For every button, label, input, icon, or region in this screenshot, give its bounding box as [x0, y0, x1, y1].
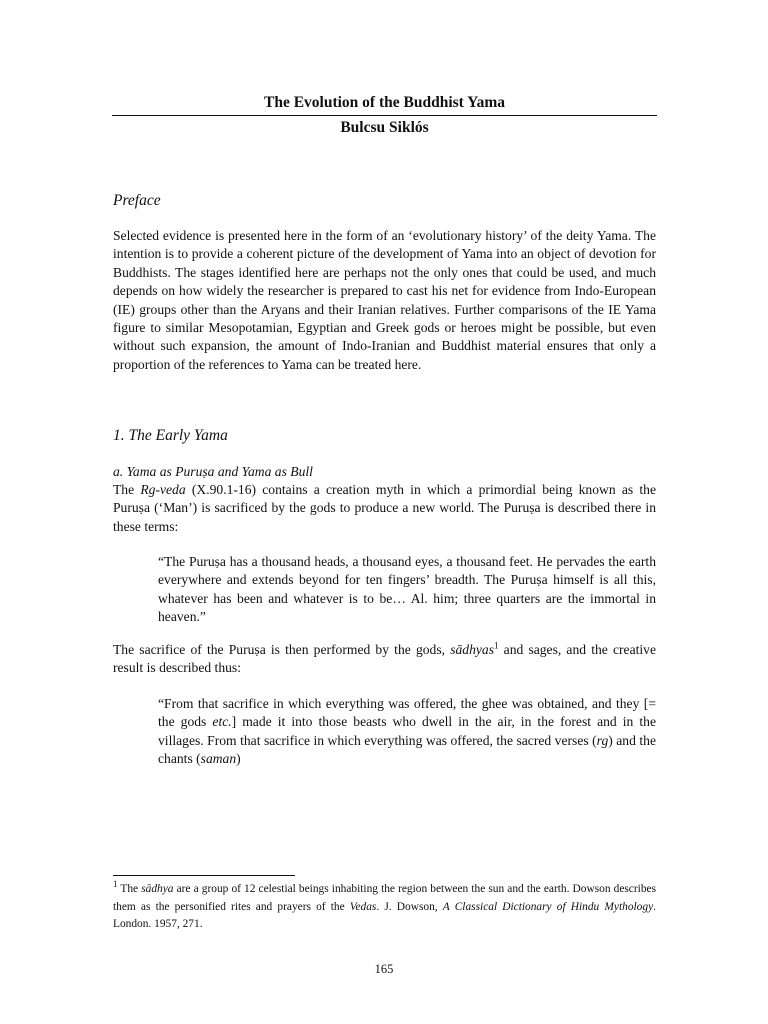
author-name: Bulcsu Siklós: [340, 119, 429, 136]
block-quote-2: “From that sacrifice in which everything was offered, the ghee was obtained, and they [= the gods etc.] made it into those beasts who dwell in the air, in the forest and in the villages. From that sacrifice in which everything was offered, the sacred verses (rg) and the chants (saman): [158, 696, 656, 767]
section-heading: 1. The Early Yama: [113, 427, 228, 444]
footnote-rule: [113, 875, 295, 876]
preface-heading: Preface: [113, 192, 161, 209]
subsection-heading: a. Yama as Puruṣa and Yama as Bull: [113, 464, 313, 479]
footnote: $^1$ The sādhya are a group of 12 celestial beings inhabiting the region between the sun and the earth. Dowson describes them as the personified rites and prayers of the Vedas. J. Dowson, A Classical Dictionary of Hindu Mythology. London. 1957, 271.: [113, 879, 657, 930]
footnote-marker: 1: [113, 879, 118, 890]
preface-paragraph: Selected evidence is presented here in the form of an ‘evolutionary history’ of the deity Yama. The intention is to provide a coherent picture of the development of Yama into an object of devotion for Buddhists. The stages identified here are perhaps not the only ones that could be used, and much depends on how widely the researcher is prepared to cast his net for evidence from Indo-European (IE) groups other than the Aryans and their Iranian relatives. Further comparisons of the IE Yama figure to similar Mesopotamian, Egyptian and Greek gods or heroes might be possible, but even without such expansion, the amount of Indo-Iranian and Buddhist material ensures that only a proportion of the references to Yama can be treated here.: [113, 228, 656, 372]
paper-title: The Evolution of the Buddhist Yama: [263, 94, 506, 111]
footnote-reference[interactable]: 1: [494, 640, 499, 651]
body-paragraph-1: The Rg-veda (X.90.1-16) contains a creation myth in which a primordial being known as the Puruṣa (‘Man’) is sacrificed by the gods to produce a new world. The Puruṣa is described there in these terms:: [113, 482, 656, 534]
title-rule: [112, 115, 657, 116]
page-number: 165: [374, 962, 394, 976]
body-paragraph-2: The sacrifice of the Puruṣa is then performed by the gods, sādhyas$^1$ and sages, and the creative result is described thus:: [113, 640, 656, 676]
block-quote-1: “The Puruṣa has a thousand heads, a thousand eyes, a thousand feet. He pervades the earth everywhere and extends beyond for ten fingers’ breadth. The Puruṣa himself is all this, whatever has been and whatever is to be… Al. him; three quarters are the immortal in heaven.”: [158, 554, 656, 625]
